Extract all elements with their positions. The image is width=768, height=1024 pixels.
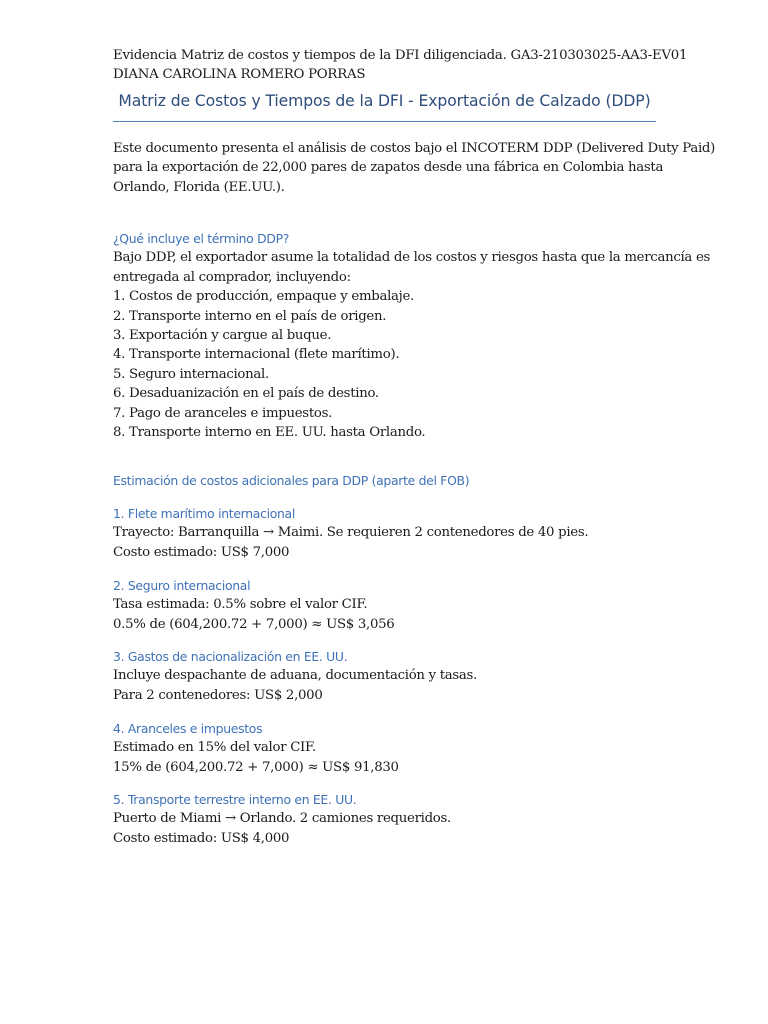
ddp-list-item: 2. Transporte interno en el país de origen. <box>113 308 387 324</box>
ddp-list-item: 4. Transporte internacional (flete marítimo). <box>113 347 400 363</box>
ddp-list-item: 7. Pago de aranceles e impuestos. <box>113 405 333 421</box>
cost-item-nationalization <box>113 647 673 705</box>
cost-item-title: 3. Gastos de nacionalización en EE. UU. <box>113 649 348 664</box>
document-header <box>113 46 688 85</box>
ddp-text-line: Bajo DDP, el exportador asume la totalidad de los costos y riesgos hasta que la mercancía es <box>113 250 711 266</box>
ddp-text-line: entregada al comprador, incluyendo: <box>113 269 351 285</box>
title-underline <box>113 121 656 122</box>
cost-item-title: 2. Seguro internacional <box>113 578 251 593</box>
intro-line: para la exportación de 22,000 pares de zapatos desde una fábrica en Colombia hasta <box>113 160 664 176</box>
cost-item-line: 15% de (604,200.72 + 7,000) ≈ US$ 91,830 <box>113 759 399 775</box>
document-title: Matriz de Costos y Tiempos de la DFI - Exportación de Calzado (DDP) <box>118 92 651 110</box>
cost-item-line: Estimado en 15% del valor CIF. <box>113 740 316 756</box>
ddp-list-item: 3. Exportación y cargue al buque. <box>113 328 332 344</box>
estimation-heading: Estimación de costos adicionales para DDP (aparte del FOB) <box>113 473 470 488</box>
cost-item-line: Puerto de Miami → Orlando. 2 camiones requeridos. <box>113 811 451 827</box>
cost-item-freight <box>113 504 673 562</box>
intro-line: Este documento presenta el análisis de costos bajo el INCOTERM DDP (Delivered Duty Paid) <box>113 141 716 156</box>
cost-item-insurance <box>113 576 673 634</box>
ddp-section <box>113 229 711 442</box>
ddp-list-item: 1. Costos de producción, empaque y embalaje. <box>113 289 414 305</box>
ddp-list-item: 5. Seguro internacional. <box>113 366 269 382</box>
estimation-section <box>113 471 673 490</box>
ddp-heading: ¿Qué incluye el término DDP? <box>113 231 290 246</box>
cost-item-line: Para 2 contenedores: US$ 2,000 <box>113 687 323 703</box>
intro-paragraph <box>113 139 716 197</box>
header-evidence-line: Evidencia Matriz de costos y tiempos de la DFI diligenciada. GA3-210303025-AA3-EV01 <box>113 48 688 63</box>
ddp-list-item: 8. Transporte interno en EE. UU. hasta Orlando. <box>113 425 426 441</box>
cost-item-line: Tasa estimada: 0.5% sobre el valor CIF. <box>113 597 368 613</box>
cost-item-line: Trayecto: Barranquilla → Maimi. Se requieren 2 contenedores de 40 pies. <box>113 525 589 541</box>
cost-item-line: Costo estimado: US$ 4,000 <box>113 830 290 846</box>
header-author-name: DIANA CAROLINA ROMERO PORRAS <box>113 67 366 83</box>
cost-item-title: 5. Transporte terrestre interno en EE. UU. <box>113 792 357 807</box>
cost-item-tariffs <box>113 719 673 777</box>
cost-item-line: Costo estimado: US$ 7,000 <box>113 544 290 560</box>
intro-line: Orlando, Florida (EE.UU.). <box>113 179 285 195</box>
cost-item-line: 0.5% de (604,200.72 + 7,000) ≈ US$ 3,056 <box>113 616 395 632</box>
cost-item-title: 1. Flete marítimo internacional <box>113 506 295 521</box>
cost-item-title: 4. Aranceles e impuestos <box>113 721 263 736</box>
cost-item-line: Incluye despachante de aduana, documentación y tasas. <box>113 668 478 684</box>
cost-item-inland-transport <box>113 790 673 848</box>
ddp-list-item: 6. Desaduanización en el país de destino. <box>113 386 379 402</box>
